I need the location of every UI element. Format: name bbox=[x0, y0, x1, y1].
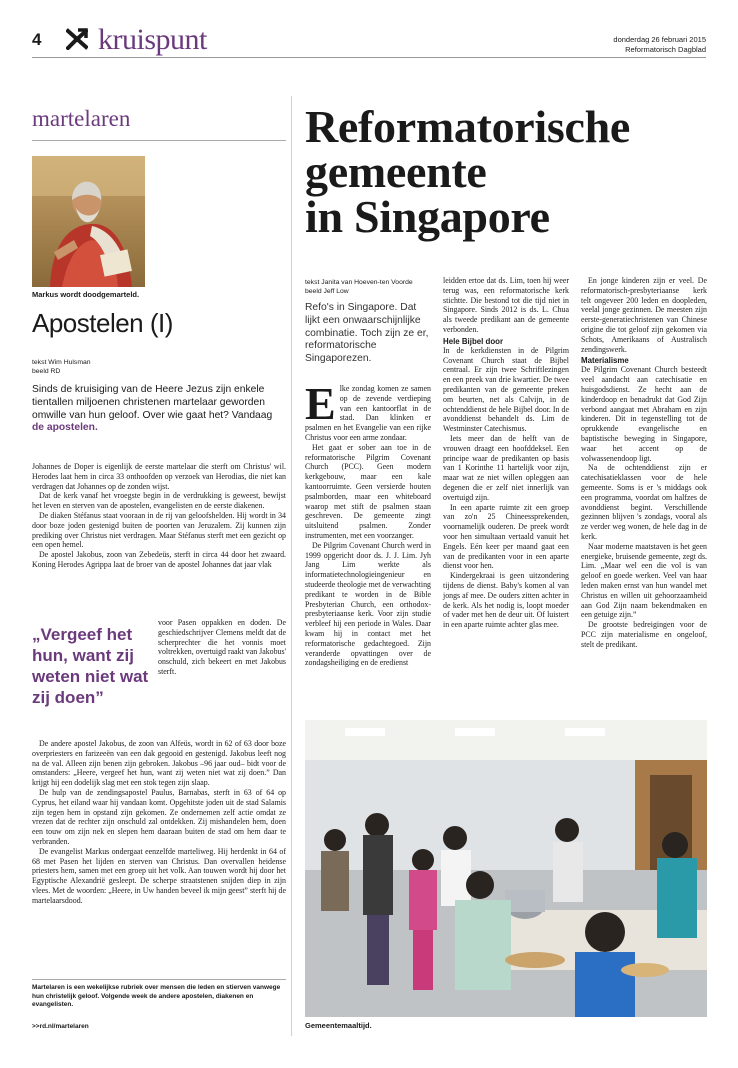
paragraph: In de kerkdiensten in de Pilgrim Covenant Church staat de Bijbel centraal. Er zijn twee Schriftlezingen en een preek van drie kwartier. De twee predikanten van de gemeente preken om beurten, net als Calvijn, in de ochtenddienst de hele Bijbel door. In de avonddienst behandelt ds. Lim de Westminster Catechismus. bbox=[443, 345, 569, 434]
wind-logo-icon bbox=[66, 28, 88, 50]
credit-photo: beeld RD bbox=[32, 368, 61, 375]
congregation-meal-photo bbox=[305, 720, 707, 1017]
page-number: 4 bbox=[32, 30, 42, 49]
footnote-rule bbox=[32, 979, 286, 980]
subheading: Materialisme bbox=[581, 356, 629, 366]
credit-photo: beeld Jeff Low bbox=[305, 288, 349, 295]
paragraph-text: lke zondag komen ze samen op de zevende verdieping van een kantoorflat in de stad. Dan klinken er psalmen en het Evangelie van een rijke Christus voor een arme zondaar. bbox=[305, 384, 431, 442]
intro-text: Sinds de kruisiging van de Heere Jezus zijn enkele tientallen miljoenen christenen martelaar geworden omwille van hun geloof. Over wie gaat het? Vandaag bbox=[32, 384, 273, 421]
pull-quote: „Vergeef het hun, want zij weten niet wat zij doen” bbox=[32, 625, 149, 707]
body-part-3 bbox=[32, 739, 286, 906]
issue-date: donderdag 26 februari 2015 bbox=[613, 35, 706, 44]
paragraph: Kindergekraai is geen uitzondering tijdens de dienst. Baby's komen al van jongs af mee. De ouders zitten achter in de kerk. Als het nodig is, loopt moeder of vader met hen de deur uit. Of luistert in een aparte ruimte achter glas mee. bbox=[443, 571, 569, 630]
martyrs-column bbox=[32, 96, 286, 1036]
image-caption: Markus wordt doodgemarteld. bbox=[32, 290, 140, 299]
article-intro: Refo's in Singapore. Dat lijkt een onwaarschijnlijke combinatie. Toch zijn ze er, reformatorische Singaporezen. bbox=[305, 302, 429, 365]
photo-caption: Gemeentemaaltijd. bbox=[305, 1021, 372, 1030]
paragraph: Na de ochtenddienst zijn er catechisatieklassen voor de hele gemeente. Soms is er 's middags ook een programma, voordat om halfzes de avonddienst begint. Verschillende gezinnen blijven 's zondags, vooral als ze verder weg wonen, de hele dag in de kerk. bbox=[581, 463, 707, 541]
subheading: Hele Bijbel door bbox=[443, 336, 504, 346]
article-title: Apostelen (I) bbox=[32, 308, 173, 338]
body-part-1 bbox=[32, 462, 286, 570]
paragraph: De andere apostel Jakobus, de zoon van Alfeüs, wordt in 62 of 63 door boze overpriesters en farizeeën van een dak gegooid en gestenigd. Jakobus leeft nog na de val. Alleen zijn benen zijn gebroken. Jakobus –96 jaar oud– bidt voor de omstanders: „Heere, vergeef het hun, want zij weten niet wat zij doen.” Dan krijgt hij een dodelijk slag met een stok tegen zijn slaap. bbox=[32, 739, 286, 788]
mark-painting-image bbox=[32, 156, 145, 287]
paragraph: Dat de kerk vanaf het vroegste begin in de verdrukking is geweest, bewijst het leven en sterven van de apostelen, evangelisten en de eerste diakenen. bbox=[32, 491, 286, 511]
paragraph: leidden ertoe dat ds. Lim, toen hij weer terug was, een reformatorische kerk stichtte. Die bestond tot die tijd niet in Singapore. Sinds 2012 is ds. L. Chua als tweede predikant aan de gemeente verbonden. bbox=[443, 276, 569, 334]
headline bbox=[305, 101, 705, 242]
rubric-rule bbox=[32, 140, 286, 141]
paragraph: De Pilgrim Covenant Church werd in 1999 opgericht door ds. J. J. Lim. Jyh Jang Lim werkte als informatietechnologieingenieur en studeerde theologie met de verwachting predikant te worden in de Bible Presbyterian Church, een orthodox-presbyteriaanse kerk. Voor zijn studie verbleef hij een periode in Wales. Daar kwam hij in contact met het reformatorische gedachtegoed. Zijn veranderde opvattingen over de zondagsheiliging en de eredienst bbox=[305, 540, 431, 668]
headline-line: gemeente bbox=[305, 146, 487, 197]
rubric-title: martelaren bbox=[32, 106, 131, 131]
paragraph: De diaken Stéfanus staat vooraan in de rij van geloofshelden. Hij wordt in 34 door boze joden gestenigd buiten de poorten van Jeruzalem. Zij kunnen zijn prediking over Christus niet verdragen. Maar Stéfanus sterft met een gezicht op een open hemel. bbox=[32, 510, 286, 550]
body-part-2 bbox=[158, 618, 286, 677]
rubric-footnote: Martelaren is een wekelijkse rubriek over mensen die leden en stierven vanwege hun christelijk geloof. Volgende week de andere apostelen, diakenen en evangelisten. bbox=[32, 984, 281, 1009]
credit-text: tekst Janita van Hoeven-ten Voorde bbox=[305, 279, 413, 286]
paragraph: In een aparte ruimte zit een groep van zo'n 25 Chineessprekenden, voornamelijk ouderen. De preek wordt voor hen simultaan vertaald vanuit het Engels. Eén keer per maand gaat een van de predikanten voor in een aparte dienst voor hen. bbox=[443, 502, 569, 571]
paragraph: De apostel Jakobus, zoon van Zebedeüs, sterft in circa 44 door het zwaard. Koning Herodes Agrippa laat de broer van de apostel Johannes dat jaar vlak bbox=[32, 550, 286, 569]
paragraph: Het gaat er sober aan toe in de reformatorische Pilgrim Covenant Church (PCC). Geen modern kerkgebouw, maar een kale kantoorruimte. Geen versierde houten psalmborden, maar een whiteboard waarop met stift de psalmen staan geschreven. De gemeente zingt uitsluitend psalmen. Zonder instrumenten, met een voorzanger. bbox=[305, 442, 431, 540]
publication-name: Reformatorisch Dagblad bbox=[625, 45, 706, 54]
article-column-3 bbox=[581, 276, 707, 649]
paragraph bbox=[305, 378, 431, 443]
article-column-1 bbox=[305, 378, 431, 668]
paragraph: De evangelist Markus ondergaat eenzelfde marteliweg. Hij herdenkt in 64 of 68 met Pasen het lijden en sterven van Christus. Dan overvallen heidense priesters hem, samen met een groep uit het volk. Aan touwen wordt hij door het Egyptische Alexandrië gesleept. De scherpe straatstenen snijden diep in zijn vlees. Met de woorden: „Heere, in Uw handen beveel ik mijn geest” sterft hij de martelaarsdood. bbox=[32, 846, 286, 905]
paragraph: Iets meer dan de helft van de vrouwen draagt een hoofddeksel. Een principe waar de predikanten op basis van 1 Korinthe 11 hartelijk voor zijn, maar wat ze niet willen opleggen aan degenen die er zelf niet innerlijk van overtuigd zijn. bbox=[443, 433, 569, 502]
paragraph: De hulp van de zendingsapostel Paulus, Barnabas, sterft in 63 of 64 op Cyprus, het eiland waar hij vandaan komt. Opgehitste joden uit de stad Salamis zijn tegen hem in opstand zijn gekomen. Ze ondernemen zelf actie omdat ze vrezen dat de rechter zijn onschuld zal ontdekken. Zij mishandelen hem, doen een touw om zijn nek en slepen hem daaraan buiten de stad om hem daar te verbranden. bbox=[32, 787, 286, 846]
article-column-2 bbox=[443, 276, 569, 630]
credit-text: tekst Wim Hulsman bbox=[32, 359, 91, 366]
paragraph: Naar moderne maatstaven is het geen energieke, bruisende gemeente, zegt ds. Lim. „Maar wel een die vol is van geloof en goede werken. Veel van haar leden maken ernst van hun wandel met Christus en willen uit gehoorzaamheid aan God Zijn naam bekendmaken en een getuige zijn.” bbox=[581, 541, 707, 620]
article-credits bbox=[305, 278, 413, 296]
headline-line: in Singapore bbox=[305, 191, 550, 242]
header-rule bbox=[32, 57, 706, 58]
drop-cap: E bbox=[305, 378, 336, 429]
paragraph: De grootste bedreigingen voor de PCC zijn materialisme en ongeloof, stelt de predikant. bbox=[581, 620, 707, 649]
column-separator bbox=[291, 96, 292, 1036]
article-credits bbox=[32, 358, 91, 376]
paragraph: En jonge kinderen zijn er veel. De reformatorisch-presbyteriaanse kerk telt ongeveer 200 leden en doopleden, veelal jonge gezinnen. De meesten zijn eerste-generatiechristenen van Chinese origine die tot geloof zijn gekomen via Schots, Amerikaans of Australisch zendingswerk. bbox=[581, 276, 707, 354]
paragraph: De Pilgrim Covenant Church besteedt veel aandacht aan catechisatie en huisgodsdienst. Ze hecht aan de kinderdoop en benadrukt dat God Zijn verbond aangaat met Abraham en zijn kinderen. Dit in tegenstelling tot de oprukkende evangelische en baptistische beweging in Singapore, waar het accent op de volwassenendoop ligt. bbox=[581, 365, 707, 463]
paragraph: voor Pasen oppakken en doden. De geschiedschrijver Clemens meldt dat de scherprechter die het vonnis moet voltrekken, overtuigd raakt van Jakobus' onschuld, zich bekeert en met Jakobus sterft. bbox=[158, 618, 286, 676]
paragraph: Johannes de Doper is eigenlijk de eerste martelaar die sterft om Christus' wil. Herodes laat hem in circa 33 onthoofden op verzoek van Herodias, die niet kan verdragen dat Johannes op de zonden wijst. bbox=[32, 462, 286, 491]
intro-highlight: de apostelen. bbox=[32, 422, 98, 434]
headline-line: Reformatorische bbox=[305, 101, 631, 152]
section-title: kruispunt bbox=[98, 23, 207, 56]
rubric-link[interactable]: >>rd.nl/martelaren bbox=[32, 1023, 89, 1030]
article-intro bbox=[32, 384, 286, 435]
issue-info bbox=[613, 35, 706, 55]
